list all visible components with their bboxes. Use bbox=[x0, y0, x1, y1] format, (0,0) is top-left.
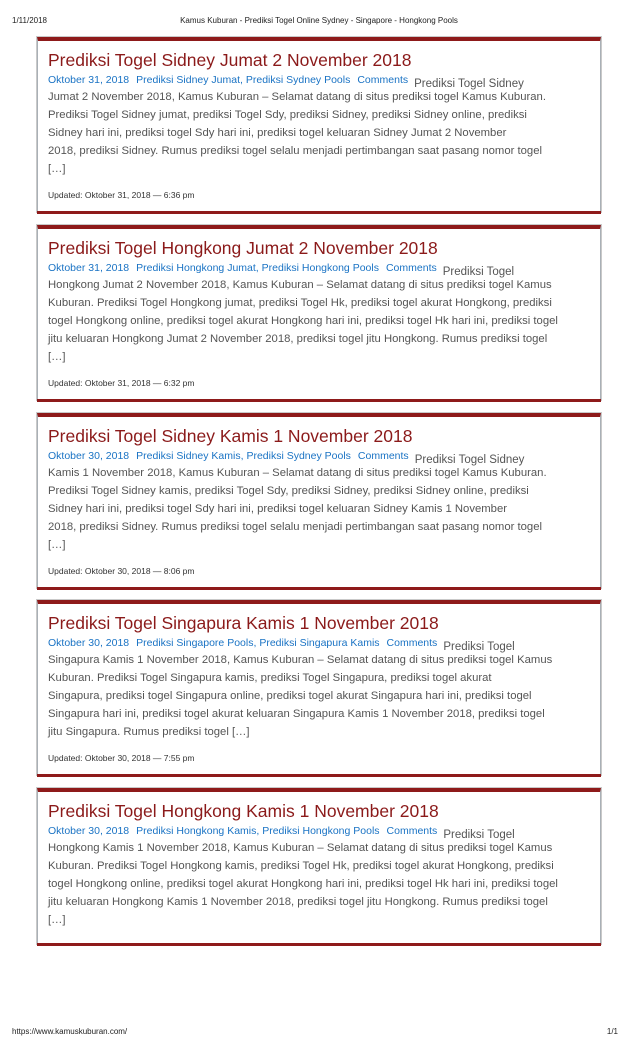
excerpt-line: jitu keluaran Hongkong Kamis 1 November 2018, prediksi togel jitu Hongkong. Rumus prediksi togel bbox=[48, 896, 548, 908]
post-date[interactable]: Oktober 30, 2018 bbox=[48, 637, 130, 649]
post-category-link[interactable]: Prediksi Singapura Kamis bbox=[259, 637, 380, 649]
excerpt-line: Kamis 1 November 2018, Kamus Kuburan – Selamat datang di situs prediksi togel Kamus Kuburan. bbox=[48, 467, 547, 479]
excerpt-line: jitu Singapura. Rumus prediksi togel […] bbox=[48, 726, 250, 738]
excerpt-line: Singapura Kamis 1 November 2018, Kamus Kuburan – Selamat datang di situs prediksi togel Kamus bbox=[48, 654, 553, 666]
post-category-link[interactable]: Prediksi Hongkong Pools bbox=[261, 262, 379, 274]
excerpt-line: 2018, prediksi Sidney. Rumus prediksi togel selalu menjadi pertimbangan saat pasang nomor togel bbox=[48, 521, 543, 533]
comments-link[interactable]: Comments bbox=[386, 637, 438, 649]
excerpt-line: togel Hongkong online, prediksi togel akurat Hongkong hari ini, prediksi togel Hk hari ini, prediksi togel bbox=[48, 878, 558, 890]
excerpt-line: Kuburan. Prediksi Togel Hongkong kamis, prediksi Togel Hk, prediksi togel akurat Hongkong, prediksi bbox=[48, 860, 554, 872]
post-card bbox=[37, 225, 601, 400]
print-header bbox=[0, 14, 638, 28]
post-meta: Oktober 30, 2018 Prediksi Hongkong Kamis, Prediksi Hongkong Pools Comments Prediksi Togel bbox=[48, 825, 515, 841]
comments-link[interactable]: Comments bbox=[386, 825, 438, 837]
excerpt-line: Prediksi Togel Sidney jumat, prediksi Togel Sdy, prediksi Sidney, prediksi Sidney online, prediksi bbox=[48, 109, 527, 121]
post-category-link[interactable]: Prediksi Sidney Kamis bbox=[136, 450, 241, 462]
post-category-link[interactable]: Prediksi Singapore Pools bbox=[136, 637, 254, 649]
excerpt-line: Prediksi Togel Sidney kamis, prediksi Togel Sdy, prediksi Sidney, prediksi Sidney online, prediksi bbox=[48, 485, 529, 497]
excerpt-line: Sidney hari ini, prediksi togel Sdy hari ini, prediksi togel keluaran Sidney Kamis 1 November bbox=[48, 503, 508, 515]
excerpt-line: Hongkong Jumat 2 November 2018, Kamus Kuburan – Selamat datang di situs prediksi togel Kamus bbox=[48, 279, 552, 291]
post-title[interactable]: Prediksi Togel Sidney Jumat 2 November 2018 bbox=[48, 50, 412, 70]
post-date[interactable]: Oktober 31, 2018 bbox=[48, 74, 130, 86]
excerpt-line: […] bbox=[48, 163, 66, 175]
post-excerpt bbox=[48, 276, 590, 366]
excerpt-line: Sidney hari ini, prediksi togel Sdy hari ini, prediksi togel keluaran Sidney Jumat 2 November bbox=[48, 127, 507, 139]
excerpt-line: […] bbox=[48, 539, 66, 551]
print-date: 1/11/2018 bbox=[12, 16, 47, 25]
post-card bbox=[37, 413, 601, 588]
post-card bbox=[37, 37, 601, 212]
post-card bbox=[37, 600, 601, 775]
excerpt-line: Kuburan. Prediksi Togel Hongkong jumat, prediksi Togel Hk, prediksi togel akurat Hongkong, prediksi bbox=[48, 297, 552, 309]
excerpt-line: […] bbox=[48, 351, 66, 363]
post-excerpt bbox=[48, 464, 590, 554]
post-excerpt bbox=[48, 839, 590, 929]
comments-link[interactable]: Comments bbox=[385, 262, 437, 274]
post-excerpt bbox=[48, 88, 590, 178]
comments-link[interactable]: Comments bbox=[357, 74, 409, 86]
post-updated: Updated: Oktober 31, 2018 — 6:32 pm bbox=[48, 378, 195, 388]
print-page-number: 1/1 bbox=[606, 1027, 618, 1036]
post-meta: Oktober 30, 2018 Prediksi Sidney Kamis, Prediksi Sydney Pools Comments Prediksi Togel Sidney bbox=[48, 450, 525, 466]
post-updated: Updated: Oktober 30, 2018 — 7:55 pm bbox=[48, 753, 195, 763]
print-url: https://www.kamuskuburan.com/ bbox=[12, 1027, 128, 1036]
post-title[interactable]: Prediksi Togel Hongkong Kamis 1 November 2018 bbox=[48, 801, 439, 821]
excerpt-lead: Prediksi Togel Sidney bbox=[414, 454, 525, 466]
post-date[interactable]: Oktober 31, 2018 bbox=[48, 262, 130, 274]
excerpt-line: Jumat 2 November 2018, Kamus Kuburan – Selamat datang di situs prediksi togel Kamus Kuburan. bbox=[48, 91, 546, 103]
post-title[interactable]: Prediksi Togel Singapura Kamis 1 November 2018 bbox=[48, 613, 439, 633]
excerpt-lead: Prediksi Togel bbox=[443, 829, 515, 841]
comments-link[interactable]: Comments bbox=[357, 450, 409, 462]
post-meta: Oktober 31, 2018 Prediksi Hongkong Jumat, Prediksi Hongkong Pools Comments Prediksi Togel bbox=[48, 262, 515, 278]
excerpt-line: 2018, prediksi Sidney. Rumus prediksi togel selalu menjadi pertimbangan saat pasang nomor togel bbox=[48, 145, 543, 157]
excerpt-line: […] bbox=[48, 914, 66, 926]
excerpt-lead: Prediksi Togel bbox=[442, 266, 515, 278]
post-category-link[interactable]: Prediksi Sidney Jumat bbox=[136, 74, 241, 86]
post-meta: Oktober 31, 2018 Prediksi Sidney Jumat, Prediksi Sydney Pools Comments Prediksi Togel Sidney bbox=[48, 74, 524, 90]
excerpt-line: Kuburan. Prediksi Togel Singapura kamis, prediksi Togel Singapura, prediksi togel akurat bbox=[48, 672, 492, 684]
excerpt-line: Hongkong Kamis 1 November 2018, Kamus Kuburan – Selamat datang di situs prediksi togel Kamus bbox=[48, 842, 553, 854]
post-category-link[interactable]: Prediksi Hongkong Kamis bbox=[136, 825, 257, 837]
excerpt-line: togel Hongkong online, prediksi togel akurat Hongkong hari ini, prediksi togel Hk hari ini, prediksi togel bbox=[48, 315, 558, 327]
post-title[interactable]: Prediksi Togel Sidney Kamis 1 November 2018 bbox=[48, 426, 413, 446]
post-meta: Oktober 30, 2018 Prediksi Singapore Pools, Prediksi Singapura Kamis Comments Prediksi Togel bbox=[48, 637, 515, 653]
excerpt-lead: Prediksi Togel bbox=[443, 641, 515, 653]
post-title[interactable]: Prediksi Togel Hongkong Jumat 2 November 2018 bbox=[48, 238, 438, 258]
excerpt-line: Singapura, prediksi togel Singapura online, prediksi togel akurat Singapura hari ini, prediksi togel bbox=[48, 690, 532, 702]
print-page-title: Kamus Kuburan - Prediksi Togel Online Sydney - Singapore - Hongkong Pools bbox=[180, 16, 458, 25]
post-category-link[interactable]: Prediksi Sydney Pools bbox=[245, 74, 351, 86]
post-date[interactable]: Oktober 30, 2018 bbox=[48, 450, 130, 462]
post-updated: Updated: Oktober 30, 2018 — 8:06 pm bbox=[48, 566, 195, 576]
post-category-link[interactable]: Prediksi Hongkong Pools bbox=[262, 825, 380, 837]
excerpt-line: jitu keluaran Hongkong Jumat 2 November 2018, prediksi togel jitu Hongkong. Rumus prediksi togel bbox=[48, 333, 548, 345]
excerpt-lead: Prediksi Togel Sidney bbox=[414, 78, 524, 90]
post-date[interactable]: Oktober 30, 2018 bbox=[48, 825, 130, 837]
post-category-link[interactable]: Prediksi Sydney Pools bbox=[246, 450, 351, 462]
post-card bbox=[37, 788, 601, 944]
post-category-link[interactable]: Prediksi Hongkong Jumat bbox=[136, 262, 256, 274]
post-excerpt bbox=[48, 651, 590, 741]
print-footer bbox=[0, 1027, 638, 1041]
excerpt-line: Singapura hari ini, prediksi togel akurat keluaran Singapura Kamis 1 November 2018, prediksi togel bbox=[48, 708, 545, 720]
post-updated: Updated: Oktober 31, 2018 — 6:36 pm bbox=[48, 190, 195, 200]
